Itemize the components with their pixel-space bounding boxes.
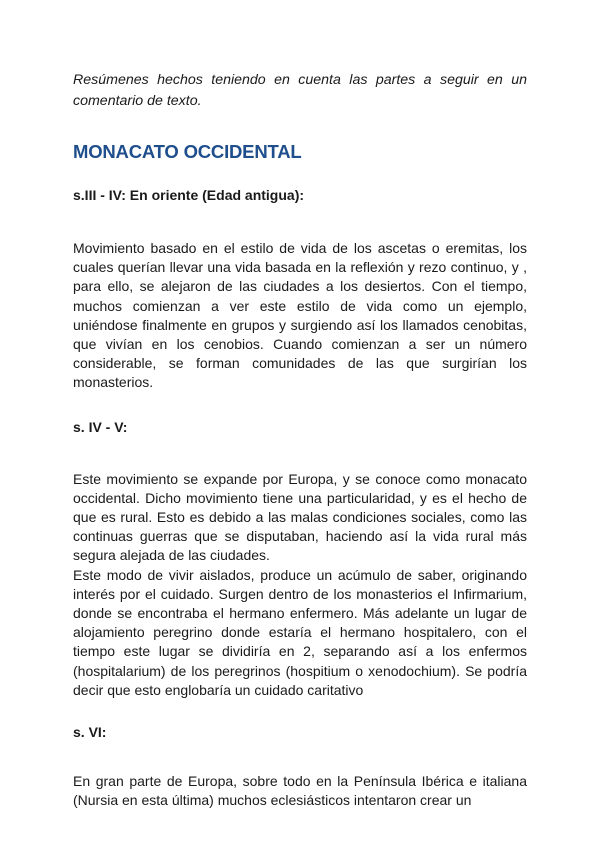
section-heading-s4-s5: s. IV - V: (73, 418, 128, 435)
section-paragraph: Este movimiento se expande por Europa, y se conoce como monacato occidental. Dicho movimiento tiene una particularidad, y es el hecho de que es rural. Esto es debido a las malas condiciones sociales, como las continuas guerras que se disputaban, haciendo así la vida rural más segura alejada de las ciudades. (73, 470, 527, 564)
section-heading-s3-s4: s.III - IV: En oriente (Edad antigua): (73, 187, 305, 203)
section-heading-s6: s. VI: (73, 724, 107, 741)
document-title: MONACATO OCCIDENTAL (73, 141, 302, 162)
page-content (73, 70, 527, 810)
section-paragraph: Movimiento basado en el estilo de vida de los ascetas o eremitas, los cuales querían llevar una vida basada en la reflexión y rezo continuo, y , para ello, se alejaron de las ciudades a los desiertos. Con el tiempo, muchos comienzan a ver este estilo de vida como un ejemplo, uniéndose finalmente en grupos y surgiendo así los llamados cenobitas, que vivían en los cenobios. Cuando comienzan a ser un número considerable, se forman comunidades de las que surgirían los monasterios. (73, 240, 527, 391)
section-paragraph: Este modo de vivir aislados, produce un acúmulo de saber, originando interés por el cuidado. Surgen dentro de los monasterios el Infirmarium, donde se encontraba el hermano enfermero. Más adelante un lugar de alojamiento peregrino donde estaría el hermano hospitalero, con el tiempo este lugar se dividiría en 2, separando así a los enfermos (hospitalarium) de los peregrinos (hospitium o xenodochium). Se podría decir que esto englobaría un cuidado caritativo (73, 566, 527, 698)
intro-note: Resúmenes hechos teniendo en cuenta las partes a seguir en un comentario de texto. (73, 72, 527, 109)
section-paragraph: En gran parte de Europa, sobre todo en la Península Ibérica e italiana (Nursia en esta última) muchos eclesiásticos intentaron crear un (73, 773, 527, 809)
